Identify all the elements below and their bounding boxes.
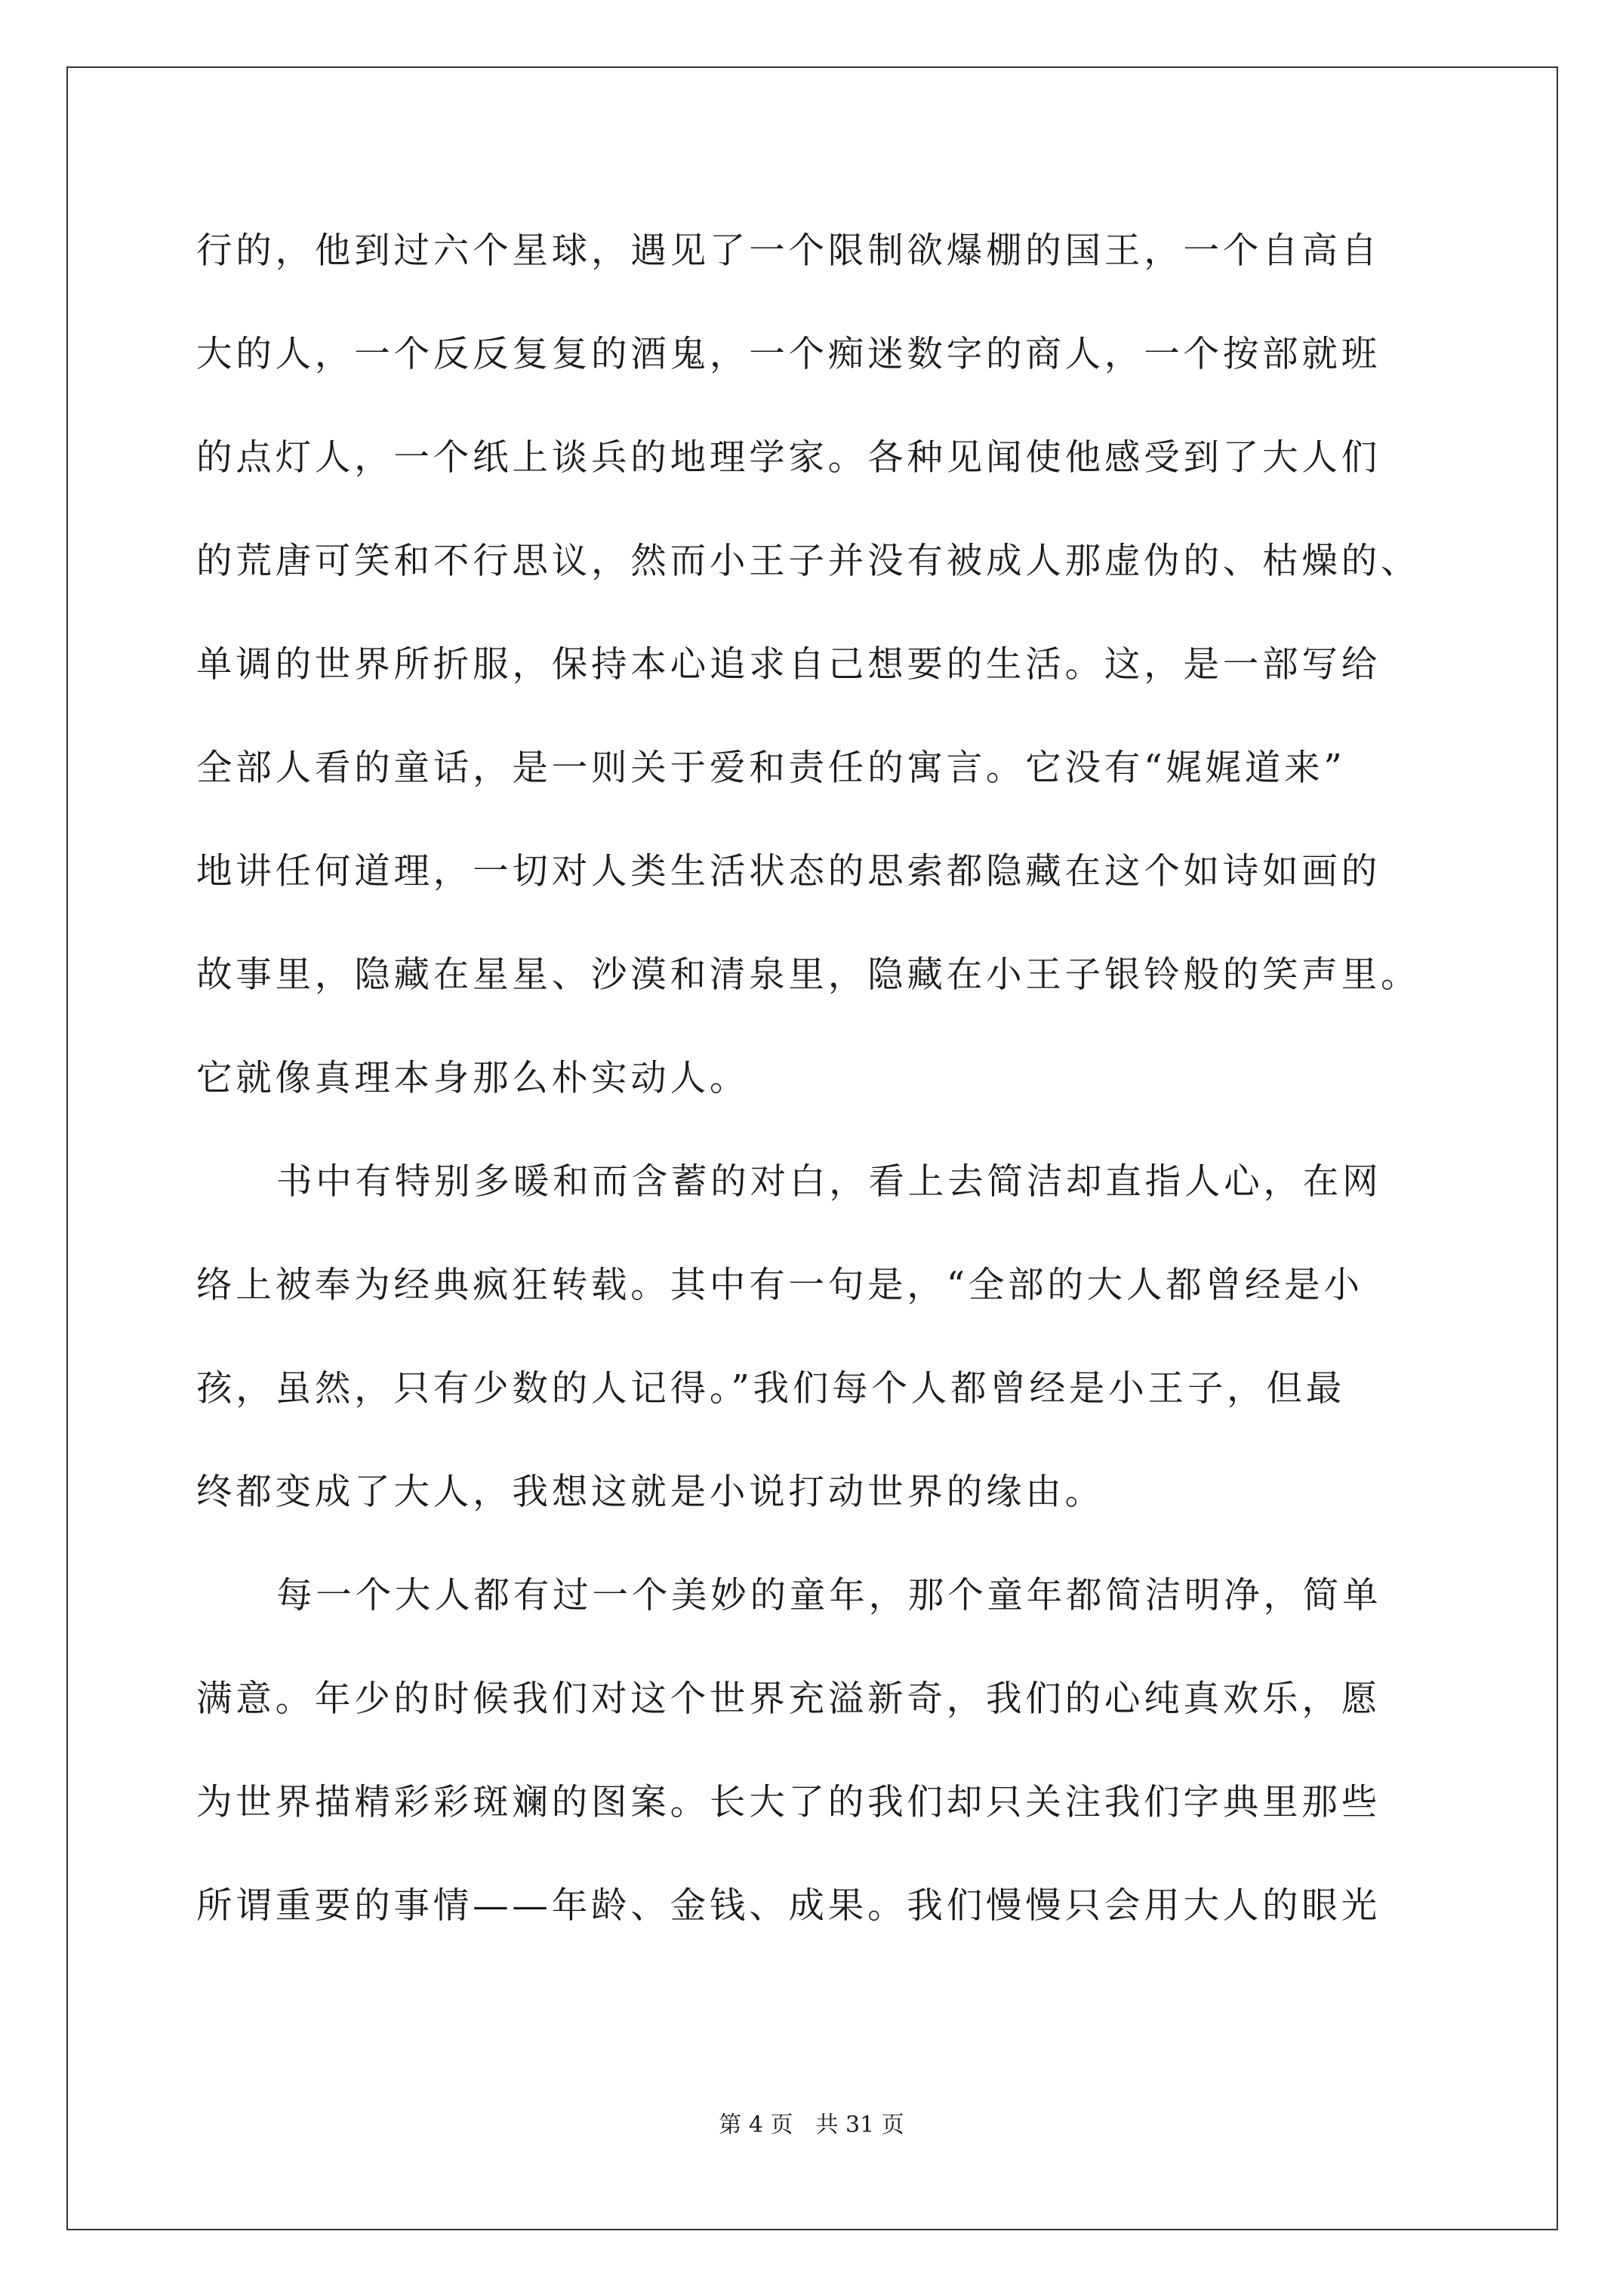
- text-line: 全部人看的童话，是一则关于爱和责任的寓言。它没有“娓娓道来”: [196, 747, 1346, 789]
- text-line: 络上被奉为经典疯狂转载。其中有一句是，“全部的大人都曾经是小: [196, 1265, 1363, 1306]
- page-number: 第 4 页: [719, 2112, 793, 2138]
- text-line: 所谓重要的事情——年龄、金钱、成果。我们慢慢只会用大人的眼光: [196, 1885, 1381, 1927]
- text-line: 的荒唐可笑和不行思议，然而小王子并没有被成人那虚伪的、枯燥的、: [196, 541, 1421, 582]
- text-line: 为世界描精彩彩斑斓的图案。长大了的我们却只关注我们字典里那些: [196, 1782, 1381, 1823]
- text-line: 它就像真理本身那么朴实动人。: [196, 1058, 750, 1099]
- text-line: 地讲任何道理，一切对人类生活状态的思索都隐藏在这个如诗如画的: [196, 851, 1381, 892]
- text-line: 行的，他到过六个星球，遇见了一个限制欲爆棚的国王，一个自高自: [196, 230, 1381, 272]
- page-total: 共 31 页: [815, 2112, 904, 2138]
- text-line: 大的人，一个反反复复的酒鬼，一个痴迷数字的商人，一个按部就班: [196, 334, 1381, 375]
- paragraph-first-line: 书中有特别多暖和而含蓄的对白，看上去简洁却直指人心，在网: [276, 1161, 1382, 1203]
- text-line: 满意。年少的时候我们对这个世界充溢新奇，我们的心纯真欢乐，愿: [196, 1678, 1381, 1720]
- text-line: 孩，虽然，只有少数的人记得。”我们每个人都曾经是小王子，但最: [196, 1368, 1346, 1410]
- text-line: 终都变成了大人，我想这就是小说打动世界的缘由。: [196, 1472, 1104, 1513]
- paragraph-first-line: 每一个大人都有过一个美妙的童年，那个童年都简洁明净，简单: [276, 1575, 1382, 1616]
- text-line: 单调的世界所折服，保持本心追求自己想要的生活。这，是一部写给: [196, 644, 1381, 686]
- text-line: 故事里，隐藏在星星、沙漠和清泉里，隐藏在小王子银铃般的笑声里。: [196, 954, 1421, 996]
- page-footer: [0, 2110, 1623, 2140]
- text-line: 的点灯人，一个纸上谈兵的地理学家。各种见闻使他感受到了大人们: [196, 437, 1381, 479]
